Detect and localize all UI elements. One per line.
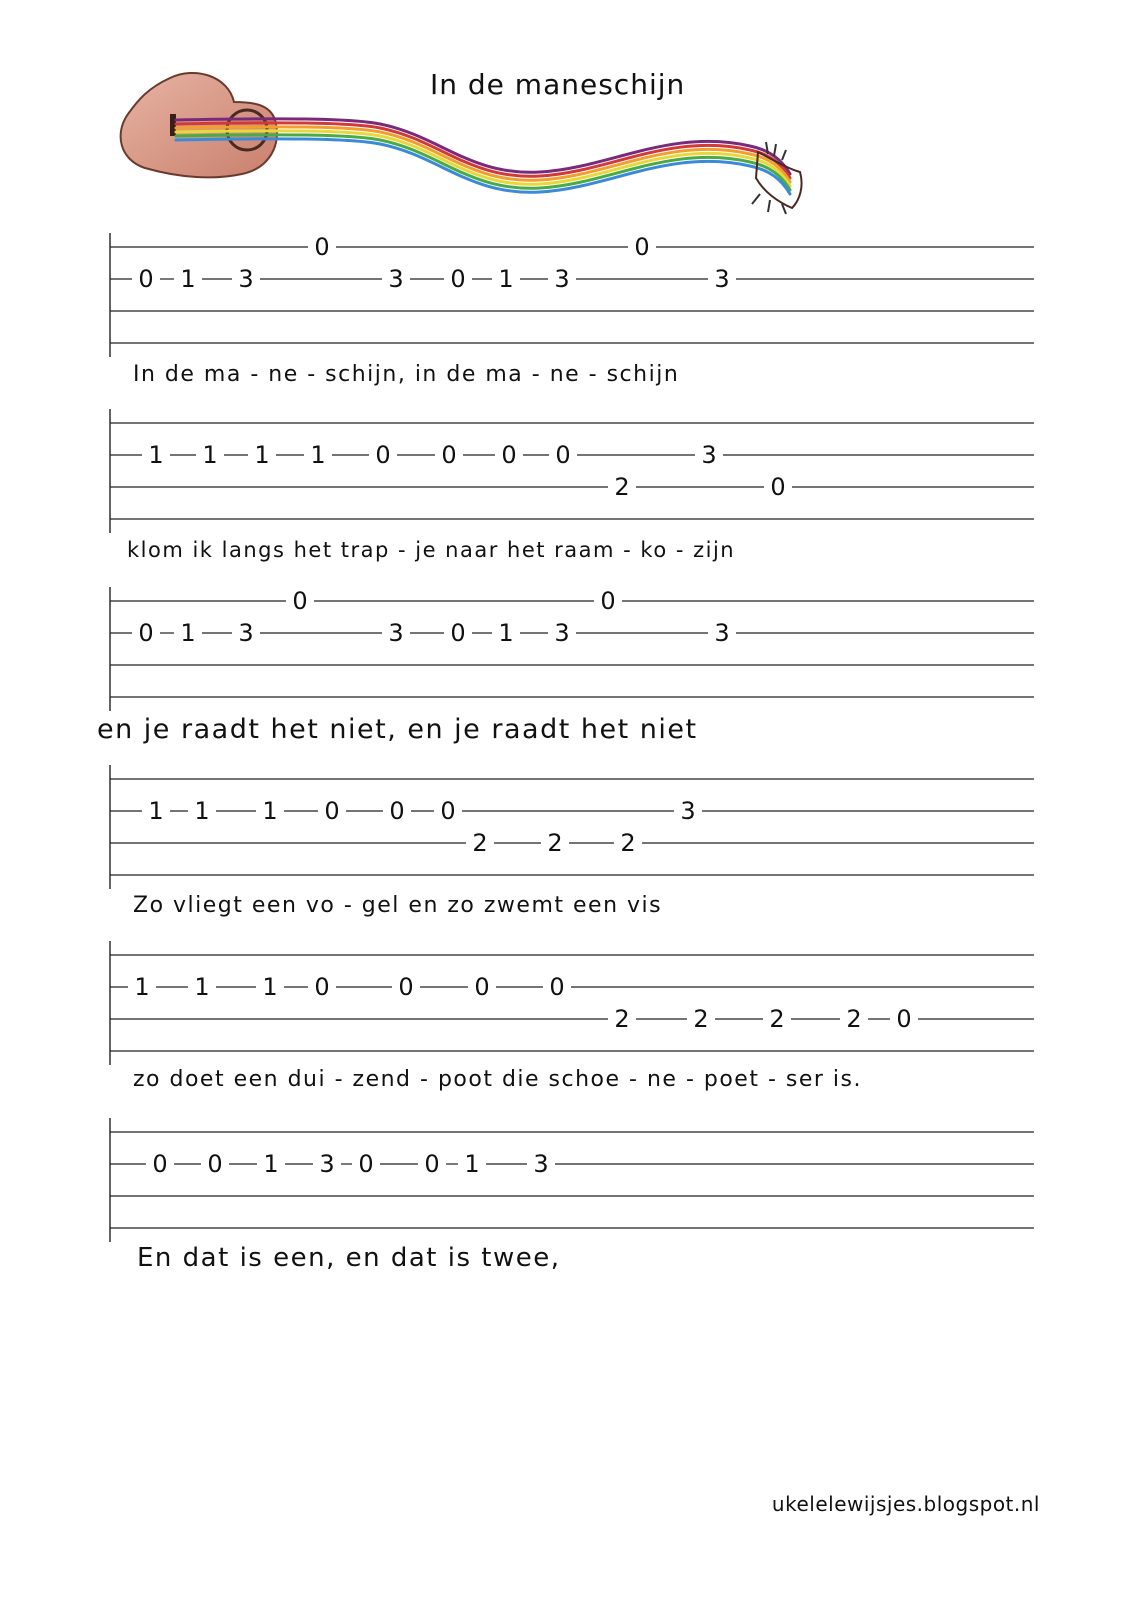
fret-number: 0 [389,797,405,825]
fret-number: 0 [398,973,414,1001]
fret-number: 0 [292,587,308,615]
fret-number: 0 [207,1150,223,1178]
fret-number: 2 [614,473,630,501]
fret-number: 3 [388,619,404,647]
lyric-line: zo doet een dui - zend - poot die schoe - ne - poet - ser is. [133,1067,862,1092]
fret-number: 1 [180,265,196,293]
footer-url: ukelelewijsjes.blogspot.nl [771,1492,1040,1516]
fret-number: 3 [554,619,570,647]
fret-number: 2 [693,1005,709,1033]
fret-number: 3 [701,441,717,469]
page-title: In de maneschijn [430,68,686,101]
fret-number: 1 [148,797,164,825]
fret-number: 1 [263,1150,279,1178]
lyric-line: Zo vliegt een vo - gel en zo zwemt een vis [133,893,663,918]
fret-number: 3 [554,265,570,293]
fret-number: 0 [314,233,330,261]
fret-number: 3 [388,265,404,293]
fret-number: 1 [498,265,514,293]
fret-number: 2 [614,1005,630,1033]
fret-number: 0 [138,265,154,293]
fret-number: 0 [474,973,490,1001]
lyric-line: In de ma - ne - schijn, in de ma - ne - schijn [133,362,680,387]
fret-number: 0 [549,973,565,1001]
fret-number: 0 [375,441,391,469]
fret-number: 2 [620,829,636,857]
fret-number: 0 [450,619,466,647]
fret-number: 0 [634,233,650,261]
fret-number: 3 [680,797,696,825]
fret-number: 2 [547,829,563,857]
tab-system [110,587,1034,711]
fret-number: 1 [134,973,150,1001]
tab-system [110,1118,1034,1242]
fret-number: 0 [896,1005,912,1033]
fret-number: 3 [238,619,254,647]
tab-system [110,409,1034,533]
fret-number: 0 [440,797,456,825]
tab-system [110,233,1034,357]
fret-number: 2 [769,1005,785,1033]
fret-number: 1 [262,973,278,1001]
lyric-line: en je raadt het niet, en je raadt het niet [97,714,698,745]
fret-number: 0 [324,797,340,825]
fret-number: 1 [194,797,210,825]
fret-number: 1 [202,441,218,469]
fret-number: 0 [441,441,457,469]
fret-number: 0 [600,587,616,615]
lyric-line: klom ik langs het trap - je naar het raam - ko - zijn [127,538,736,562]
fret-number: 0 [450,265,466,293]
fret-number: 0 [501,441,517,469]
fret-number: 1 [194,973,210,1001]
fret-number: 0 [358,1150,374,1178]
fret-number: 0 [314,973,330,1001]
fret-number: 2 [472,829,488,857]
fret-number: 3 [714,265,730,293]
fret-number: 3 [319,1150,335,1178]
fret-number: 1 [180,619,196,647]
fret-number: 2 [846,1005,862,1033]
fret-number: 0 [424,1150,440,1178]
lyric-line: En dat is een, en dat is twee, [137,1243,561,1273]
fret-number: 1 [262,797,278,825]
fret-number: 3 [714,619,730,647]
tab-system [110,941,1034,1065]
fret-number: 1 [464,1150,480,1178]
fret-number: 1 [498,619,514,647]
fret-number: 1 [148,441,164,469]
fret-number: 0 [138,619,154,647]
fret-number: 1 [254,441,270,469]
fret-number: 0 [770,473,786,501]
fret-number: 0 [555,441,571,469]
fret-number: 0 [152,1150,168,1178]
fret-number: 3 [533,1150,549,1178]
fret-number: 3 [238,265,254,293]
tab-system [110,765,1034,889]
fret-number: 1 [310,441,326,469]
